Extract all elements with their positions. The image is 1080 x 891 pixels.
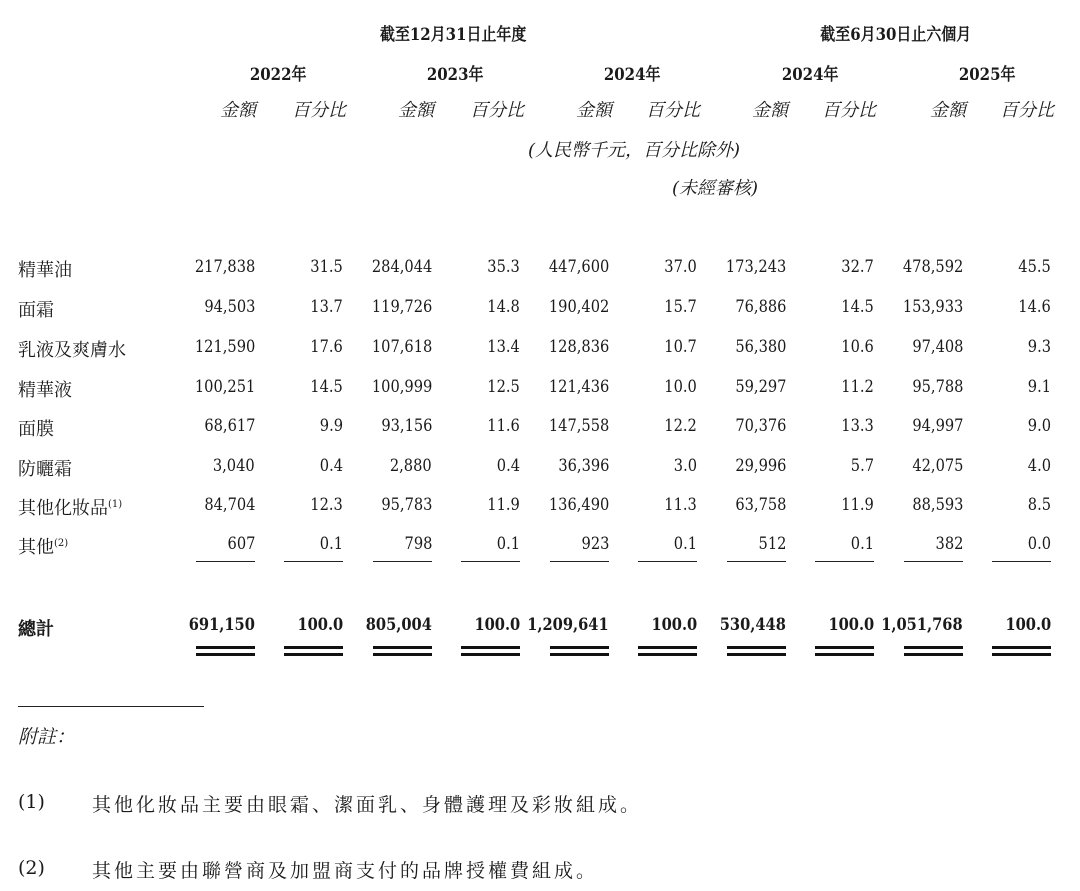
table-cell: 0.1 <box>850 534 874 554</box>
row-label: 精華液 <box>18 380 72 401</box>
total-cell: 691,150 <box>188 615 255 635</box>
table-cell: 13.7 <box>310 297 343 317</box>
total-double-line-2 <box>284 646 343 656</box>
table-cell: 119,726 <box>371 297 432 317</box>
table-cell: 0.1 <box>319 534 343 554</box>
row-label: 精華油 <box>18 260 72 281</box>
row-label: 其他$^{(2)}$ <box>18 537 69 558</box>
row-label: 防曬霜 <box>18 459 72 480</box>
subtotal-line-6 <box>638 561 697 562</box>
total-double-line-6 <box>638 646 697 656</box>
table-cell: 84,704 <box>203 495 255 515</box>
total-double-line-8 <box>815 646 874 656</box>
table-cell: 42,075 <box>911 456 963 476</box>
total-double-line-5 <box>550 646 609 656</box>
table-cell: 12.3 <box>310 495 343 515</box>
total-double-line-3 <box>373 646 432 656</box>
total-cell: 100.0 <box>474 615 520 635</box>
header-amount-2: 金額 <box>398 100 434 121</box>
table-cell: 11.2 <box>841 377 874 397</box>
table-cell: 97,408 <box>911 337 963 357</box>
header-percent-4: 百分比 <box>822 100 876 121</box>
table-cell: 45.5 <box>1018 257 1051 277</box>
table-cell: 607 <box>227 534 255 554</box>
header-year-2024-h1: 2024年 <box>781 65 839 85</box>
table-cell: 70,376 <box>734 416 786 436</box>
table-cell: 10.6 <box>841 337 874 357</box>
total-cell: 805,004 <box>365 615 432 635</box>
note-2-text: 其他主要由聯營商及加盟商支付的品牌授權費組成。 <box>92 860 599 882</box>
table-cell: 10.0 <box>664 377 697 397</box>
table-cell: 5.7 <box>850 456 874 476</box>
table-cell: 190,402 <box>548 297 609 317</box>
subtotal-line-10 <box>992 561 1051 562</box>
table-cell: 121,590 <box>194 337 255 357</box>
notes-separator <box>18 706 204 707</box>
total-cell: 1,051,768 <box>881 615 963 635</box>
header-percent-2: 百分比 <box>470 100 524 121</box>
header-year-2022: 2022年 <box>249 65 307 85</box>
table-cell: 94,997 <box>911 416 963 436</box>
table-cell: 0.1 <box>673 534 697 554</box>
table-cell: 798 <box>404 534 432 554</box>
table-cell: 95,788 <box>911 377 963 397</box>
table-cell: 4.0 <box>1027 456 1051 476</box>
table-cell: 13.3 <box>841 416 874 436</box>
subtotal-line-8 <box>815 561 874 562</box>
table-cell: 447,600 <box>548 257 609 277</box>
table-cell: 11.3 <box>664 495 697 515</box>
header-year-2023: 2023年 <box>426 65 484 85</box>
total-double-line-7 <box>727 646 786 656</box>
table-cell: 56,380 <box>734 337 786 357</box>
table-cell: 68,617 <box>203 416 255 436</box>
table-cell: 284,044 <box>371 257 432 277</box>
table-cell: 14.5 <box>310 377 343 397</box>
subtotal-line-5 <box>550 561 609 562</box>
notes-title: 附註： <box>18 726 76 748</box>
table-cell: 12.5 <box>487 377 520 397</box>
subtotal-line-3 <box>373 561 432 562</box>
table-cell: 14.5 <box>841 297 874 317</box>
note-1-number: (1) <box>18 791 45 813</box>
table-cell: 10.7 <box>664 337 697 357</box>
table-cell: 0.4 <box>319 456 343 476</box>
total-cell: 1,209,641 <box>527 615 609 635</box>
total-cell: 100.0 <box>297 615 343 635</box>
table-cell: 14.6 <box>1018 297 1051 317</box>
footnote-marker: (2) <box>54 538 69 549</box>
table-cell: 128,836 <box>548 337 609 357</box>
table-cell: 12.2 <box>664 416 697 436</box>
table-cell: 107,618 <box>371 337 432 357</box>
table-cell: 100,999 <box>371 377 432 397</box>
table-cell: 100,251 <box>194 377 255 397</box>
table-cell: 93,156 <box>380 416 432 436</box>
table-cell: 478,592 <box>902 257 963 277</box>
table-cell: 31.5 <box>310 257 343 277</box>
table-cell: 923 <box>581 534 609 554</box>
footnote-marker: (1) <box>108 499 123 510</box>
header-percent-5: 百分比 <box>1000 100 1054 121</box>
subtotal-line-1 <box>196 561 255 562</box>
table-cell: 9.9 <box>319 416 343 436</box>
row-label: 乳液及爽膚水 <box>18 340 126 361</box>
header-percent-3: 百分比 <box>646 100 700 121</box>
table-cell: 17.6 <box>310 337 343 357</box>
row-label: 其他化妝品$^{(1)}$ <box>18 498 123 519</box>
table-cell: 136,490 <box>548 495 609 515</box>
table-cell: 217,838 <box>194 257 255 277</box>
header-year-2024: 2024年 <box>603 65 661 85</box>
table-cell: 0.1 <box>496 534 520 554</box>
table-cell: 173,243 <box>725 257 786 277</box>
table-cell: 59,297 <box>734 377 786 397</box>
total-cell: 100.0 <box>828 615 874 635</box>
table-cell: 11.9 <box>487 495 520 515</box>
table-cell: 8.5 <box>1027 495 1051 515</box>
note-2-number: (2) <box>18 857 45 879</box>
header-amount-4: 金額 <box>752 100 788 121</box>
table-cell: 14.8 <box>487 297 520 317</box>
total-double-line-9 <box>904 646 963 656</box>
table-cell: 153,933 <box>902 297 963 317</box>
total-cell: 100.0 <box>651 615 697 635</box>
table-cell: 0.4 <box>496 456 520 476</box>
total-label: 總計 <box>18 619 54 640</box>
table-cell: 11.6 <box>487 416 520 436</box>
header-percent-1: 百分比 <box>292 100 346 121</box>
table-cell: 3.0 <box>673 456 697 476</box>
table-cell: 29,996 <box>734 456 786 476</box>
subtotal-line-2 <box>284 561 343 562</box>
row-label: 面膜 <box>18 419 54 440</box>
total-cell: 530,448 <box>719 615 786 635</box>
total-double-line-10 <box>992 646 1051 656</box>
row-label: 面霜 <box>18 300 54 321</box>
table-cell: 0.0 <box>1027 534 1051 554</box>
unit-note: (人民幣千元，百分比除外) <box>528 140 741 161</box>
table-cell: 63,758 <box>734 495 786 515</box>
table-cell: 35.3 <box>487 257 520 277</box>
table-cell: 382 <box>935 534 963 554</box>
table-cell: 9.1 <box>1027 377 1051 397</box>
note-1-text: 其他化妝品主要由眼霜、潔面乳、身體護理及彩妝組成。 <box>92 794 643 816</box>
header-year-2025-h1: 2025年 <box>958 65 1016 85</box>
table-cell: 94,503 <box>203 297 255 317</box>
header-amount-1: 金額 <box>220 100 256 121</box>
header-group-annual: 截至12月31日止年度 <box>379 25 527 45</box>
total-cell: 100.0 <box>1005 615 1051 635</box>
header-amount-3: 金額 <box>576 100 612 121</box>
table-cell: 9.0 <box>1027 416 1051 436</box>
subtotal-line-7 <box>727 561 786 562</box>
header-group-sixmonths: 截至6月30日止六個月 <box>820 25 972 45</box>
header-amount-5: 金額 <box>930 100 966 121</box>
table-cell: 13.4 <box>487 337 520 357</box>
subtotal-line-9 <box>904 561 963 562</box>
subtotal-line-4 <box>461 561 520 562</box>
table-cell: 36,396 <box>557 456 609 476</box>
table-cell: 76,886 <box>734 297 786 317</box>
table-cell: 32.7 <box>841 257 874 277</box>
total-double-line-1 <box>196 646 255 656</box>
table-cell: 3,040 <box>213 456 255 476</box>
table-cell: 512 <box>758 534 786 554</box>
table-cell: 37.0 <box>664 257 697 277</box>
table-cell: 88,593 <box>911 495 963 515</box>
table-cell: 95,783 <box>380 495 432 515</box>
table-cell: 2,880 <box>390 456 432 476</box>
table-cell: 15.7 <box>664 297 697 317</box>
table-cell: 121,436 <box>548 377 609 397</box>
table-cell: 147,558 <box>548 416 609 436</box>
unaudited-note: (未經審核) <box>672 178 759 199</box>
table-cell: 9.3 <box>1027 337 1051 357</box>
table-cell: 11.9 <box>841 495 874 515</box>
total-double-line-4 <box>461 646 520 656</box>
